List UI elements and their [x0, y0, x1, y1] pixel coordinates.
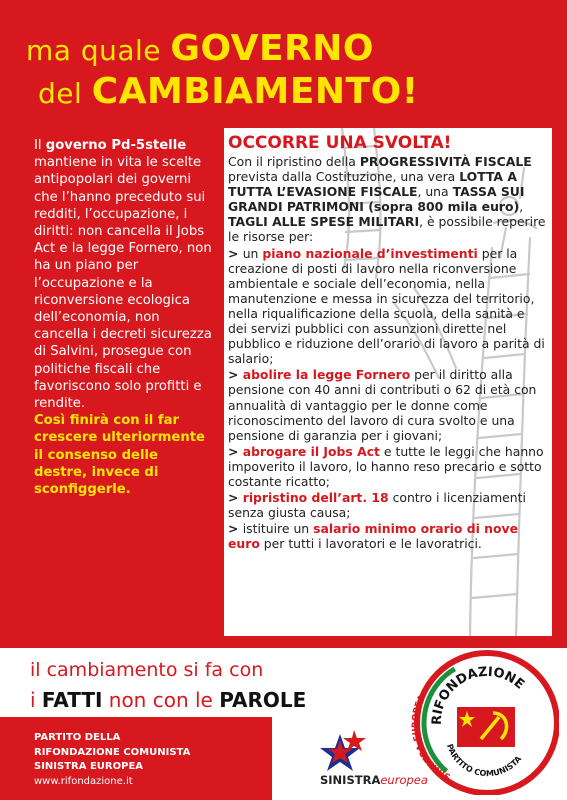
text-fragment: un	[242, 245, 263, 261]
rifondazione-logo	[411, 647, 559, 795]
text-fragment: prevista dalla Costituzione, una vera	[228, 169, 460, 185]
party-line: PARTITO DELLA	[34, 732, 121, 743]
party-info	[34, 731, 264, 789]
intro-paragraph	[228, 154, 546, 245]
text-fragment: per tutti i lavoratori e le lavoratrici.	[259, 536, 482, 552]
logo-bottom-text: PARTITO COMUNISTA	[445, 742, 524, 779]
item-marker: >	[228, 490, 243, 506]
text-fragment: TAGLI ALLE SPESE MILITARI	[228, 214, 420, 230]
headline-part: CAMBIAMENTO!	[91, 71, 419, 112]
logo-top-text: RIFONDAZIONE	[429, 664, 527, 726]
list-item	[228, 367, 546, 442]
text-fragment: Con il ripristino della	[228, 154, 360, 169]
party-url[interactable]: www.rifondazione.it	[34, 775, 133, 787]
item-highlight: abrogare il Jobs Act	[242, 443, 380, 459]
text-fragment: non con le	[102, 688, 220, 712]
item-highlight: piano nazionale d’investimenti	[262, 245, 478, 261]
text-fragment: contro i licenziamenti senza giusta causa;	[228, 490, 526, 521]
panel-text	[228, 132, 546, 551]
text-fragment: istituire un	[242, 521, 314, 537]
conclusion-text: Così finirà con il far crescere ulteriormente il consenso delle destre, invece di sconfiggerle.	[34, 413, 205, 498]
text-fragment: governo Pd-5stelle	[45, 138, 187, 153]
party-line: SINISTRA EUROPEA	[34, 761, 144, 773]
party-line: RIFONDAZIONE COMUNISTA	[34, 746, 191, 758]
slogan-line-1: il cambiamento si fa con	[30, 659, 264, 681]
item-marker: >	[228, 521, 243, 537]
text-fragment: PROGRESSIVITÀ FISCALE	[359, 154, 532, 169]
slogan	[30, 655, 400, 715]
svolta-panel	[224, 128, 552, 636]
text-fragment: europea	[380, 773, 428, 787]
text-fragment: Il	[34, 138, 46, 153]
item-highlight: abolire la legge Fornero	[242, 367, 411, 383]
panel-title: OCCORRE UNA SVOLTA!	[228, 133, 452, 153]
text-fragment: FATTI	[41, 688, 103, 712]
headline-part: del	[38, 77, 92, 110]
list-item	[228, 246, 546, 367]
text-fragment: SINISTRA	[320, 773, 381, 787]
item-marker: >	[228, 245, 243, 261]
text-fragment: e tutte le leggi che hanno impoverito il lavoro, lo hanno reso precario e sotto costante ricatto;	[228, 443, 544, 489]
text-fragment: per il diritto alla pensione con 40 anni di contributi o 62 di età con annualità di vantaggio per le donne come riconoscimento del lavoro di cura svolto e una pensione di garanzia per i giovani;	[228, 367, 537, 443]
item-marker: >	[228, 443, 243, 459]
list-item	[228, 444, 546, 489]
logo-left-text: SINISTRA EUROPEA	[411, 693, 453, 782]
slogan-line-2	[30, 685, 400, 715]
text-fragment: , una	[417, 184, 453, 200]
item-highlight: salario minimo orario di nove euro	[228, 521, 518, 552]
list-item	[228, 521, 546, 551]
text-fragment: TASSA SUI GRANDI PATRIMONI (sopra 800 mila euro)	[228, 184, 525, 215]
headline-part: ma quale	[26, 34, 171, 67]
text-fragment: i	[30, 688, 42, 712]
text-fragment: ,	[519, 199, 524, 215]
headline-part: GOVERNO	[170, 28, 375, 69]
text-fragment: per la creazione di posti di lavoro nella riconversione ambientale e sociale dell’economia, nella manutenzione e messa in sicurezza del territorio, nella riqualificazione della scuola, della sanità e dei servizi pubblici con assunzioni dirette nel pubblico e riduzione dell’orario di lavoro a parità di salario;	[228, 245, 545, 367]
item-marker: >	[228, 367, 243, 383]
text-fragment: LOTTA A TUTTA L’EVASIONE FISCALE	[228, 169, 517, 200]
item-highlight: ripristino dell’art. 18	[242, 490, 389, 506]
headline	[26, 28, 556, 114]
text-fragment: , è possibile reperire le risorse per:	[228, 214, 546, 245]
left-column-text	[34, 137, 212, 498]
text-fragment: mantiene in vita le scelte antipopolari dei governi che l’hanno preceduto sui redditi, l’occupazione, i diritti: non cancella il Jobs Act e la legge Fornero, non ha un piano per l’occupazione e la riconversione ecologica dell’economia, non cancella i decreti sicurezza di Salvini, prosegue con politiche fiscali che favoriscono solo profitti e rendite.	[34, 155, 212, 412]
list-item	[228, 490, 546, 520]
text-fragment: PAROLE	[219, 688, 307, 712]
